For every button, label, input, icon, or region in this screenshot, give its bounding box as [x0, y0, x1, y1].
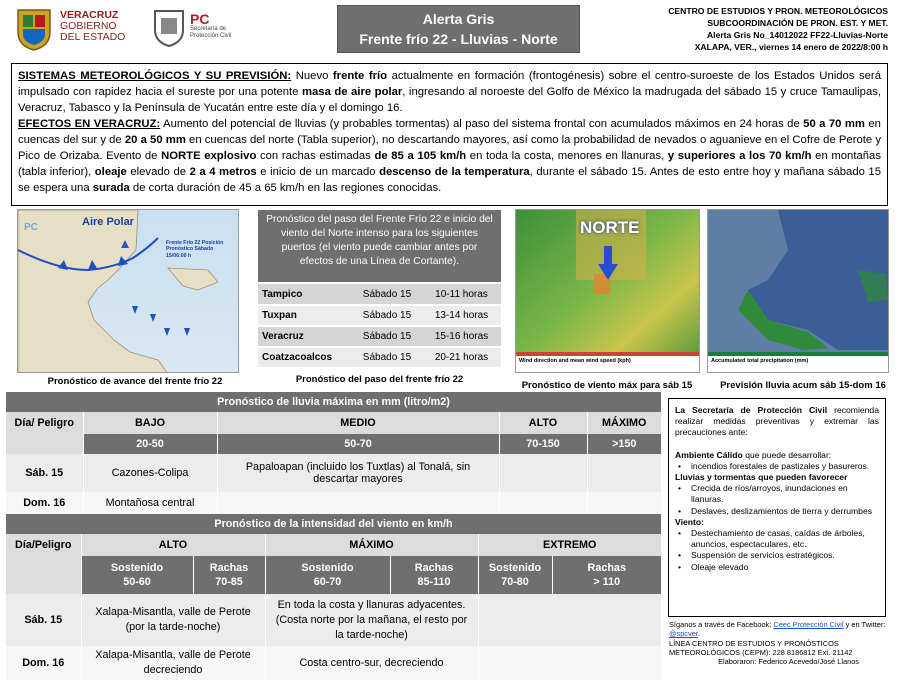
government-name — [60, 10, 140, 43]
wind-legend: Wind direction and mean wind speed (kph) — [519, 358, 631, 364]
alto-cell — [499, 492, 587, 514]
down-arrow-icon — [598, 246, 618, 280]
table-row — [258, 347, 501, 368]
footer-text: Síganos a través de Facebook: — [669, 620, 774, 629]
sub-range: 70-80 — [501, 576, 529, 588]
emphasis: 20 a 50 mm — [124, 134, 186, 146]
empty-cell — [6, 434, 83, 454]
intro-bold: La Secretaría de Protección Civil — [675, 405, 828, 415]
port-day: Sábado 15 — [352, 305, 422, 326]
alto-cell: Xalapa-Misantla, valle de Perote decreciendo — [81, 646, 265, 680]
recommendations-box: La Secretaría de Protección Civil recomienda realizar medidas preventivas y extremar las precauciones ante: Ambiente Cálido que puede desarrollar: • incendios forestales de pastizales y basureros. Lluvias y tormentas que pueden favorecer • Crecida de ríos/arroyos, inundaciones en llanuras. • Deslaves, deslizamientos de tierra y derrumbes Viento: • Destechamiento de casas, caídas de árboles, anuncios, espectaculares, etc. • Suspensión de servicios estratégicos. • Oleaje elevado — [668, 398, 886, 617]
state-seal-icon — [152, 8, 186, 48]
port-day: Sábado 15 — [352, 326, 422, 347]
emphasis: de 85 a 105 km/h — [374, 150, 467, 162]
contact-footer — [669, 620, 893, 666]
footer-authors: Elaboraron: Federico Acevedo/José Llanos — [718, 657, 859, 667]
emphasis: 50 a 70 mm — [803, 118, 865, 130]
veracruz-coat-of-arms-icon — [14, 6, 54, 52]
section-title: Ambiente Cálido — [675, 449, 743, 460]
maximo-cell: Costa centro-sur, decreciendo — [265, 646, 478, 680]
sub-range: 60-70 — [313, 576, 342, 588]
section-title-rest: que puede desarrollar: — [742, 449, 832, 460]
list-item: • Suspensión de servicios estratégicos. — [675, 550, 879, 561]
sub-range: 85-110 — [417, 576, 451, 588]
text: en montañas (tabla inferior), — [18, 150, 881, 178]
sub-label: Rachas — [414, 562, 454, 574]
list-item: • Crecida de ríos/arroyos, inundaciones en llanuras. — [675, 483, 879, 505]
extremo-cell — [478, 646, 662, 680]
sub-label: Rachas — [587, 562, 626, 574]
text: e inicio de un marcado — [256, 166, 380, 178]
alert-title: Alerta Gris — [422, 11, 495, 27]
emphasis: descenso de la temperatura — [379, 166, 530, 178]
medio-cell: Papaloapan (incluido los Tuxtlas) al Tonalá, sin descartar mayores — [217, 454, 499, 492]
table-row — [6, 454, 662, 492]
day-cell: Dom. 16 — [6, 492, 83, 514]
list-item: • Deslaves, deslizamientos de tierra y derrumbes — [675, 506, 879, 517]
alto-cell: Xalapa-Misantla, valle de Perote (por la tarde-noche) — [81, 594, 265, 646]
emphasis: 2 a 4 metros — [189, 166, 257, 178]
ports-heading: Pronóstico del paso del Frente Frío 22 e inicio del viento del Norte intenso para los siguientes puertos (el viento puede cambiar antes por efectos de una Línea de Cortante). — [258, 210, 501, 282]
intro-text: recomienda realizar medidas preventivas y extremar las precauciones ante: — [675, 405, 879, 438]
sub-range: 50-60 — [123, 576, 151, 588]
pc-watermark: PC — [24, 222, 38, 233]
hazard-list — [675, 461, 879, 472]
col-header: Día/ Peligro — [6, 412, 83, 434]
rain-forecast-map — [707, 209, 889, 373]
air-polar-label: Aire Polar — [82, 216, 134, 228]
emphasis: surada — [92, 182, 130, 194]
col-header: ALTO — [81, 534, 265, 556]
port-day: Sábado 15 — [352, 284, 422, 305]
table-row — [6, 594, 662, 646]
day-cell: Sáb. 15 — [6, 594, 81, 646]
front-position-label: Frente Frío 22 Posición Pronóstico Sábado 15/06:00 h — [166, 240, 224, 259]
summary-paragraph-1 — [18, 68, 881, 116]
day-cell: Sáb. 15 — [6, 454, 83, 492]
section-title: Viento — [675, 516, 702, 527]
port-name: Tuxpan — [258, 305, 352, 326]
pc-line-2: Protección Civil — [190, 33, 232, 39]
emphasis: frente frío — [332, 70, 388, 82]
gov-line-1: VERACRUZ — [60, 9, 119, 21]
sub-range: > 110 — [593, 576, 621, 588]
alto-cell — [499, 454, 587, 492]
text: en toda la costa — [466, 150, 552, 162]
text: elevado de — [126, 166, 190, 178]
range-cell: 70-150 — [499, 434, 587, 454]
port-day: Sábado 15 — [352, 347, 422, 368]
twitter-link[interactable]: @spcver — [669, 629, 698, 639]
proteccion-civil-logo — [190, 12, 260, 40]
table-row — [258, 284, 501, 305]
extremo-cell — [478, 594, 662, 646]
wind-forecast-table — [6, 514, 662, 680]
text: , menores en llanuras, — [551, 150, 668, 162]
col-header: MÁXIMO — [587, 412, 662, 434]
ports-caption: Pronóstico del paso del frente frío 22 — [295, 374, 464, 385]
issuer-info — [600, 5, 888, 53]
footer-text: y en Twitter: — [843, 620, 886, 629]
sub-range: 70-85 — [215, 576, 243, 588]
wind-table-title: Pronóstico de la intensidad del viento en km/h — [6, 514, 662, 534]
text: de corta duración de 45 a 65 km/h en las regiones conocidas. — [129, 182, 442, 194]
text: con rachas estimadas — [256, 150, 375, 162]
sub-label: Rachas — [209, 562, 249, 574]
maximo-cell — [587, 492, 662, 514]
pc-logo-text: PC — [190, 11, 210, 27]
emphasis: masa de aire polar — [301, 86, 403, 98]
rain-caption: Previsión lluvia acum sáb 15-dom 16 — [720, 380, 886, 391]
sub-label: Sostenido — [301, 562, 354, 574]
day-cell: Dom. 16 — [6, 646, 81, 680]
col-header: Día/Peligro — [6, 534, 81, 556]
text: , ingresando al noroeste del Golfo de México la madrugada del sábado 15 y cruce Tamaulipas, Veracruz, Tabasco y la Península de Yucatán entre este día y el domingo 16. — [18, 86, 882, 114]
gov-line-3: DEL ESTADO — [60, 31, 126, 43]
summary-paragraph-2 — [18, 116, 881, 196]
wind-caption: Pronóstico de viento máx para sáb 15 — [521, 380, 693, 391]
footer-dot: . — [697, 629, 700, 639]
summary-box — [11, 63, 888, 206]
recommendations-intro — [675, 405, 879, 439]
port-hours: 13-14 horas — [422, 305, 501, 326]
text: en cuencas del norte (Tabla superior), no descartando mayores, así como la probabilidad de nevados o aguanieve en el Cofre de Perote y Pico de Orizaba. Evento de — [18, 134, 881, 162]
rain-forecast-table — [6, 392, 662, 514]
col-header: ALTO — [499, 412, 587, 434]
table-row — [6, 492, 662, 514]
rain-legend: Accumulated total precipitation (mm) — [711, 358, 809, 364]
alert-subtitle: Frente frío 22 - Lluvias - Norte — [359, 31, 558, 47]
port-name: Veracruz — [258, 326, 352, 347]
maximo-cell: En toda la costa y llanuras adyacentes. (Costa norte por la mañana, el resto por la tarde-noche) — [265, 594, 478, 646]
port-hours: 10-11 horas — [422, 284, 501, 305]
medio-cell — [217, 492, 499, 514]
emphasis: oleaje — [94, 166, 127, 178]
text: en cuencas del sur y de — [18, 118, 881, 146]
org-line-1: CENTRO DE ESTUDIOS Y PRON. METEOROLÓGICOS — [668, 6, 888, 16]
hazard-list — [675, 483, 879, 517]
empty-cell — [6, 556, 81, 594]
range-cell: 20-50 — [83, 434, 217, 454]
port-hours: 20-21 horas — [422, 347, 501, 368]
range-cell: >150 — [587, 434, 662, 454]
pc-line-1: Secretaría de — [190, 26, 227, 32]
org-line-3: Alerta Gris No_14012022 FF22-Lluvias-Norte — [706, 30, 888, 40]
org-line-2: SUBCOORDINACIÓN DE PRON. EST. Y MET. — [707, 18, 888, 28]
section-title: Lluvias y tormentas que pueden favorecer — [675, 472, 848, 483]
range-cell: 50-70 — [217, 434, 499, 454]
wind-forecast-map — [515, 209, 700, 373]
col-header: MEDIO — [217, 412, 499, 434]
emphasis: NORTE explosivo — [161, 150, 257, 162]
bajo-cell: Cazones-Colipa — [83, 454, 217, 492]
col-header: BAJO — [83, 412, 217, 434]
table-row — [258, 305, 501, 326]
port-name: Tampico — [258, 284, 352, 305]
norte-label: NORTE — [580, 218, 640, 237]
section-heading: SISTEMAS METEOROLÓGICOS Y SU PREVISIÓN: — [18, 70, 292, 82]
text: Aumento del potencial de lluvias (y probables tormentas) al paso del sistema frontal con acumulados máximos en 24 horas de — [160, 118, 804, 130]
col-header: EXTREMO — [478, 534, 662, 556]
gov-line-2: GOBIERNO — [60, 20, 117, 32]
section-heading: EFECTOS EN VERACRUZ: — [18, 118, 161, 130]
front-forecast-map — [17, 209, 239, 373]
text: , durante el sábado 15. Antes de esto entre hoy y mañana sábado 15 se espera una — [18, 166, 882, 194]
alert-banner — [337, 5, 580, 53]
footer-phone: LÍNEA CENTRO DE ESTUDIOS Y PRONÓSTICOS METEOROLÓGICOS (CEPM): 228 8186812 Ext. 21142 — [669, 638, 853, 657]
sub-label: Sostenido — [488, 562, 542, 574]
emphasis: y superiores a los 70 km/h — [667, 150, 812, 162]
table-row — [258, 326, 501, 347]
maximo-cell — [587, 454, 662, 492]
ports-table — [258, 284, 501, 369]
sub-label: Sostenido — [110, 562, 164, 574]
text: actualmente en formación (frontogénesis) sobre el centro-suroeste de los Estados Unidos será impulsado con rapidez hacia el sureste por una potente — [18, 70, 881, 98]
list-item: • incendios forestales de pastizales y basureros. — [675, 461, 879, 472]
list-item: • Oleaje elevado — [675, 562, 879, 573]
port-hours: 15-16 horas — [422, 326, 501, 347]
text: Nuevo — [291, 70, 333, 82]
facebook-link[interactable]: Ceec Protección Civil — [773, 620, 844, 629]
hazard-list — [675, 528, 879, 573]
col-header: MÁXIMO — [265, 534, 478, 556]
list-item: • Destechamiento de casas, caídas de árboles, anuncios, espectaculares, etc. — [675, 528, 879, 550]
table-row — [6, 646, 662, 680]
bajo-cell: Montañosa central — [83, 492, 217, 514]
port-name: Coatzacoalcos — [258, 347, 352, 368]
org-line-4: XALAPA, VER., viernes 14 enero de 2022/8:00 h — [694, 42, 888, 52]
map-caption: Pronóstico de avance del frente frío 22 — [47, 376, 223, 387]
rain-table-title: Pronóstico de lluvia máxima en mm (litro/m2) — [6, 392, 662, 412]
